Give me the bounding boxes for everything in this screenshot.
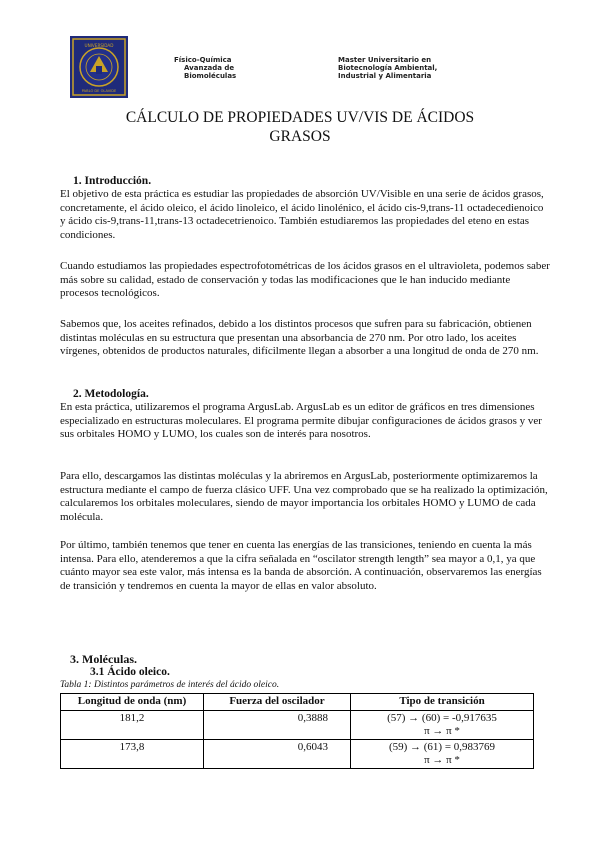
cell-wavelength: 181,2 [61, 711, 204, 740]
cell-oscillator-strength: 0,3888 [204, 711, 351, 740]
table-row [61, 711, 534, 740]
course-line-2: Avanzada de [184, 64, 235, 72]
cell-wavelength: 173,8 [61, 740, 204, 769]
oleic-properties-table [60, 693, 534, 769]
table-caption: Tabla 1: Distintos parámetros de interés del ácido oleico. [60, 680, 280, 690]
method-paragraph-3: Por último, también tenemos que tener en cuenta las energías de las transiciones, teniendo en cuenta la más intensa. Para ello, atenderemos a que la cifra señalada en “oscilator strength length” sea mayor a 0,1, ya que cuánto mayor sea este valor, más intensa es la banda de absorción. A continuación, observaremos las energías de transición y tendremos en cuenta la mayor de ellas en valor absoluto. [60, 539, 542, 592]
transition-type: π → π * [424, 754, 460, 766]
method-paragraph-2: Para ello, descargamos las distintas moléculas y la abriremos en ArgusLab, posteriormente optimizaremos la estructura mediante el campo de fuerza clásico UFF. Una vez comprobado que se ha realizado la optimización, calcularemos los orbitales moleculares, siendo de mayor importancia los orbitales HOMO y LUMO de cada molécula. [60, 470, 548, 523]
title-line-2: GRASOS [269, 128, 331, 145]
table-header-row [61, 694, 534, 711]
transition-type: π → π * [424, 725, 460, 737]
oleic-heading: 3.1 Ácido oleico. [90, 666, 170, 678]
method-heading: 2. Metodología. [73, 388, 149, 400]
header-wavelength: Longitud de onda (nm) [61, 694, 204, 711]
header-transition-type: Tipo de transición [351, 694, 534, 711]
university-logo-icon [70, 36, 128, 98]
header-oscillator-strength: Fuerza del oscilador [204, 694, 351, 711]
course-line-3: Biomoléculas [184, 72, 237, 80]
page-title [60, 108, 540, 146]
method-paragraph-1: En esta práctica, utilizaremos el programa ArgusLab. ArgusLab es un editor de gráficos en tres dimensiones especializado en estructuras moleculares. El programa permite dibujar configuraciones de ácidos grasos y ver sus orbitales HOMO y LUMO, los cuales son de interés para nosotros. [60, 401, 542, 441]
table-row [61, 740, 534, 769]
molecules-heading: 3. Moléculas. [70, 652, 137, 666]
course-line-1: Físico-Química [174, 56, 232, 64]
cell-oscillator-strength: 0,6043 [204, 740, 351, 769]
master-line-2: Biotecnología Ambiental, [338, 64, 438, 72]
master-line-3: Industrial y Alimentaria [338, 72, 432, 80]
logo-text-top: UNIVERSIDAD [84, 43, 114, 48]
intro-paragraph-1: El objetivo de esta práctica es estudiar las propiedades de absorción UV/Visible en una serie de ácidos grasos, concretamente, el ácido oleico, el ácido linoleico, el ácido linolénico, el ácido cis-9,trans-11 octadecedienoico y ácido cis-9,trans-11,trans-13 octadecetrienoico. También estudiaremos las propiedades del eteno en estas condiciones. [60, 188, 544, 241]
title-line-1: CÁLCULO DE PROPIEDADES UV/VIS DE ÁCIDOS [125, 109, 475, 126]
logo-text-bottom: PABLO DE OLAVIDE [81, 89, 117, 93]
intro-paragraph-2: Cuando estudiamos las propiedades espectrofotométricas de los ácidos grasos en el ultravioleta, podemos saber más sobre su calidad, estado de conservación y todas las modificaciones que le han inducido mediante procesos tecnológicos. [60, 260, 550, 300]
cell-transition [351, 711, 534, 740]
intro-heading: 1. Introducción. [73, 175, 152, 187]
course-name [174, 56, 236, 80]
master-name [338, 56, 437, 80]
transition-value: (57) → (60) = -0,917635 [387, 712, 497, 724]
cell-transition [351, 740, 534, 769]
transition-value: (59) → (61) = 0,983769 [388, 741, 496, 753]
intro-paragraph-3: Sabemos que, los aceites refinados, debido a los distintos procesos que sufren para su fabricación, obtienen distintas moléculas en su estructura que presentan una absorbancia de 270 nm. Por otro lado, los aceites vírgenes, obtenidos de productos naturales, difícilmente llegan a absorber a una longitud de onda de 270 nm. [60, 318, 539, 358]
master-line-1: Master Universitario en [338, 56, 432, 64]
